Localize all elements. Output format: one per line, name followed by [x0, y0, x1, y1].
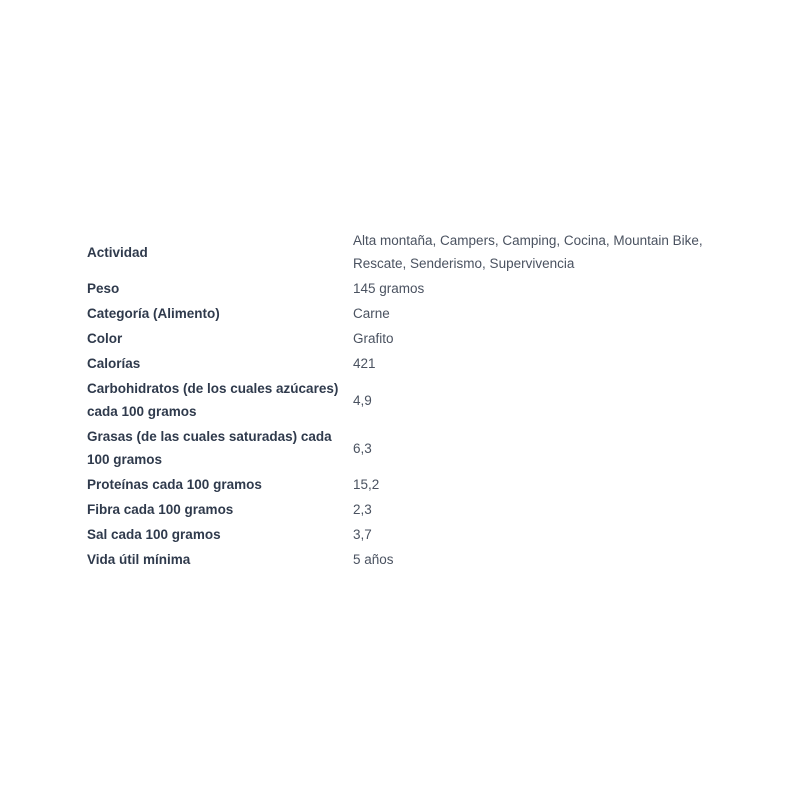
spec-label: Peso: [87, 281, 120, 296]
spec-label: Calorías: [87, 356, 141, 371]
spec-row-carbohidratos: [83, 376, 733, 424]
spec-label: Color: [87, 331, 123, 346]
spec-label: Vida útil mínima: [87, 552, 191, 567]
spec-value: 421: [353, 356, 376, 371]
spec-value: 3,7: [353, 527, 372, 542]
spec-row-calorias: [83, 351, 733, 376]
spec-label: Sal cada 100 gramos: [87, 527, 221, 542]
specs-table: [83, 228, 733, 572]
spec-label: Proteínas cada 100 gramos: [87, 477, 262, 492]
spec-row-categoria: [83, 301, 733, 326]
spec-value: 5 años: [353, 552, 394, 567]
spec-row-fibra: [83, 497, 733, 522]
spec-row-sal: [83, 522, 733, 547]
spec-value: Alta montaña, Campers, Camping, Cocina, Mountain Bike, Rescate, Senderismo, Supervivencia: [353, 233, 703, 271]
spec-row-peso: [83, 276, 733, 301]
spec-row-proteinas: [83, 472, 733, 497]
spec-label: Categoría (Alimento): [87, 306, 220, 321]
spec-value: 4,9: [353, 392, 372, 408]
spec-row-grasas: [83, 424, 733, 472]
spec-row-vida-util: [83, 547, 733, 572]
spec-row-color: [83, 326, 733, 351]
spec-value: 145 gramos: [353, 281, 425, 296]
spec-label: Fibra cada 100 gramos: [87, 502, 234, 517]
spec-row-actividad: [83, 228, 733, 276]
spec-value: Grafito: [353, 331, 394, 346]
spec-label: Grasas (de las cuales saturadas) cada 100 gramos: [87, 429, 332, 467]
spec-value: 6,3: [353, 440, 372, 456]
spec-label: Actividad: [87, 244, 148, 260]
spec-value: Carne: [353, 306, 390, 321]
spec-value: 2,3: [353, 502, 372, 517]
spec-value: 15,2: [353, 477, 380, 492]
spec-label: Carbohidratos (de los cuales azúcares) cada 100 gramos: [87, 381, 339, 419]
